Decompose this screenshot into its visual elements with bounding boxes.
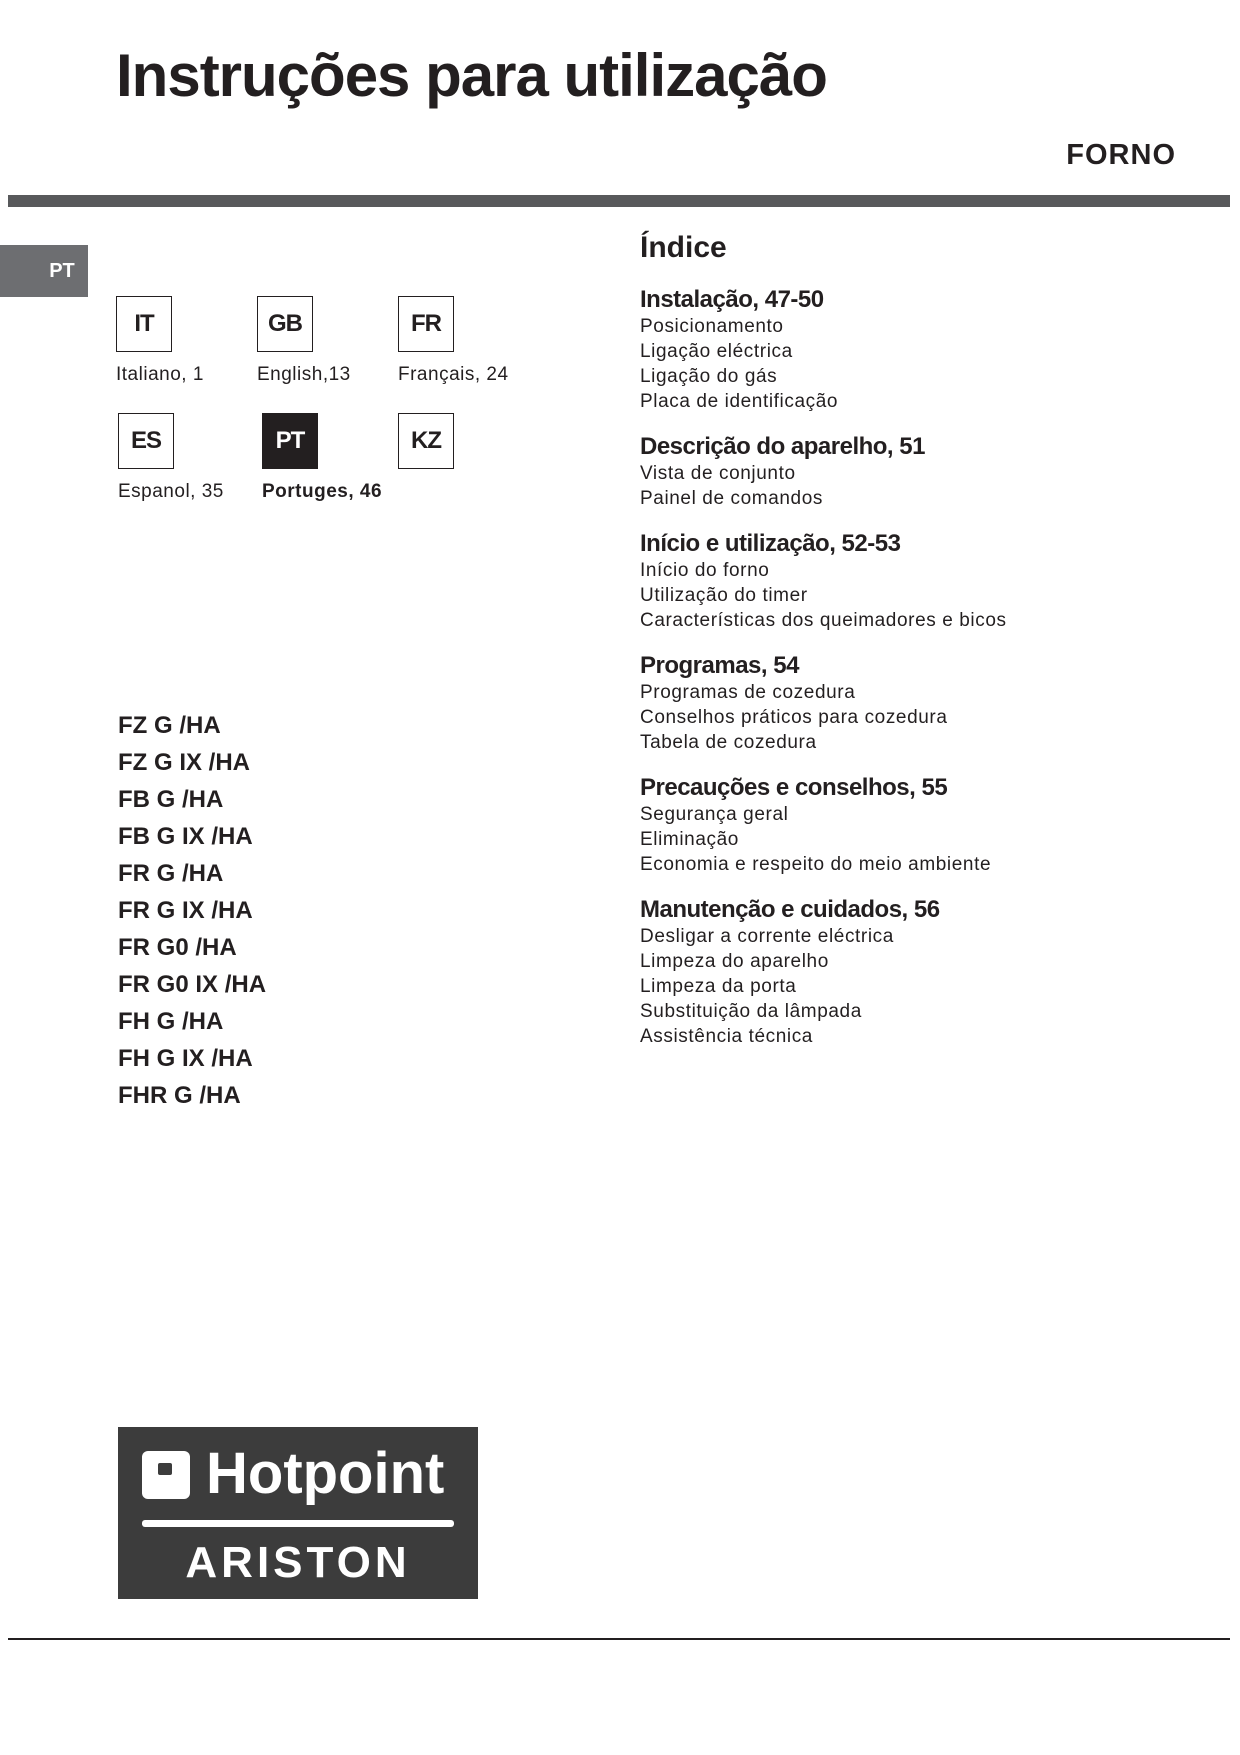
- toc-item[interactable]: Programas de cozedura: [640, 682, 856, 703]
- toc-section-description: [640, 433, 1220, 511]
- brand-name-primary: Hotpoint: [206, 1441, 445, 1506]
- model-code: FH G /HA: [118, 1008, 224, 1035]
- toc-item[interactable]: Segurança geral: [640, 804, 789, 825]
- language-label: Français, 24: [398, 364, 509, 385]
- language-item-pt[interactable]: [262, 413, 382, 503]
- toc-section-maintenance: [640, 896, 1220, 1049]
- toc-item[interactable]: Eliminação: [640, 829, 739, 850]
- brand-name-secondary: ARISTON: [185, 1538, 411, 1587]
- header-divider: [8, 195, 1230, 207]
- toc-item[interactable]: Tabela de cozedura: [640, 732, 817, 753]
- language-code-box: FR: [398, 296, 454, 352]
- toc-item[interactable]: Desligar a corrente eléctrica: [640, 926, 894, 947]
- language-code-box: IT: [116, 296, 172, 352]
- index-title: Índice: [640, 231, 727, 264]
- toc-item[interactable]: Assistência técnica: [640, 1026, 813, 1047]
- footer-divider: [8, 1638, 1230, 1640]
- toc-item[interactable]: Utilização do timer: [640, 585, 808, 606]
- model-list: [118, 707, 266, 1114]
- language-label-active: Portuges, 46: [262, 481, 383, 502]
- language-label: Espanol, 35: [118, 481, 224, 502]
- logo-square-dot: [158, 1463, 172, 1475]
- toc-item[interactable]: Placa de identificação: [640, 391, 839, 412]
- language-code-box-active: PT: [262, 413, 318, 469]
- toc-section-title[interactable]: Programas, 54: [640, 652, 799, 679]
- toc-section-title[interactable]: Manutenção e cuidados, 56: [640, 896, 940, 923]
- toc-section-title[interactable]: Descrição do aparelho, 51: [640, 433, 925, 460]
- table-of-contents: [640, 230, 1220, 1068]
- model-code: FB G IX /HA: [118, 823, 253, 850]
- model-code: FR G /HA: [118, 860, 224, 887]
- toc-section-installation: [640, 286, 1220, 414]
- toc-item[interactable]: Características dos queimadores e bicos: [640, 610, 1007, 631]
- toc-section-precautions: [640, 774, 1220, 877]
- toc-item[interactable]: Limpeza do aparelho: [640, 951, 829, 972]
- language-side-tab: PT: [0, 245, 88, 297]
- logo-square-icon: [142, 1451, 190, 1499]
- toc-item[interactable]: Ligação do gás: [640, 366, 778, 387]
- model-code: FR G0 IX /HA: [118, 971, 267, 998]
- language-item-kz[interactable]: [398, 413, 454, 469]
- brand-logo: [118, 1427, 478, 1599]
- language-code-box: GB: [257, 296, 313, 352]
- product-type-label: FORNO: [1066, 139, 1176, 171]
- language-code-box: KZ: [398, 413, 454, 469]
- model-code: FH G IX /HA: [118, 1045, 253, 1072]
- toc-section-start-use: [640, 530, 1220, 633]
- model-code: FB G /HA: [118, 786, 224, 813]
- model-code: FR G0 /HA: [118, 934, 237, 961]
- document-title: Instruções para utilização: [116, 42, 827, 109]
- model-code: FHR G /HA: [118, 1082, 241, 1109]
- toc-item[interactable]: Limpeza da porta: [640, 976, 797, 997]
- toc-item[interactable]: Substituição da lâmpada: [640, 1001, 862, 1022]
- toc-item[interactable]: Posicionamento: [640, 316, 784, 337]
- model-code: FR G IX /HA: [118, 897, 253, 924]
- toc-item[interactable]: Economia e respeito do meio ambiente: [640, 854, 992, 875]
- model-code: FZ G /HA: [118, 712, 221, 739]
- model-code: FZ G IX /HA: [118, 749, 250, 776]
- toc-section-programs: [640, 652, 1220, 755]
- logo-divider-bar: [142, 1520, 454, 1527]
- language-item-fr[interactable]: [398, 296, 509, 386]
- toc-item[interactable]: Vista de conjunto: [640, 463, 796, 484]
- toc-item[interactable]: Ligação eléctrica: [640, 341, 793, 362]
- language-item-gb[interactable]: [257, 296, 351, 386]
- toc-section-title[interactable]: Instalação, 47-50: [640, 286, 824, 313]
- language-code-box: ES: [118, 413, 174, 469]
- toc-section-title[interactable]: Início e utilização, 52-53: [640, 530, 901, 557]
- language-item-es[interactable]: [118, 413, 224, 503]
- language-label: Italiano, 1: [116, 364, 204, 385]
- toc-item[interactable]: Painel de comandos: [640, 488, 823, 509]
- toc-section-title[interactable]: Precauções e conselhos, 55: [640, 774, 948, 801]
- toc-item[interactable]: Início do forno: [640, 560, 770, 581]
- language-label: English,13: [257, 364, 351, 385]
- toc-item[interactable]: Conselhos práticos para cozedura: [640, 707, 948, 728]
- language-item-it[interactable]: [116, 296, 204, 386]
